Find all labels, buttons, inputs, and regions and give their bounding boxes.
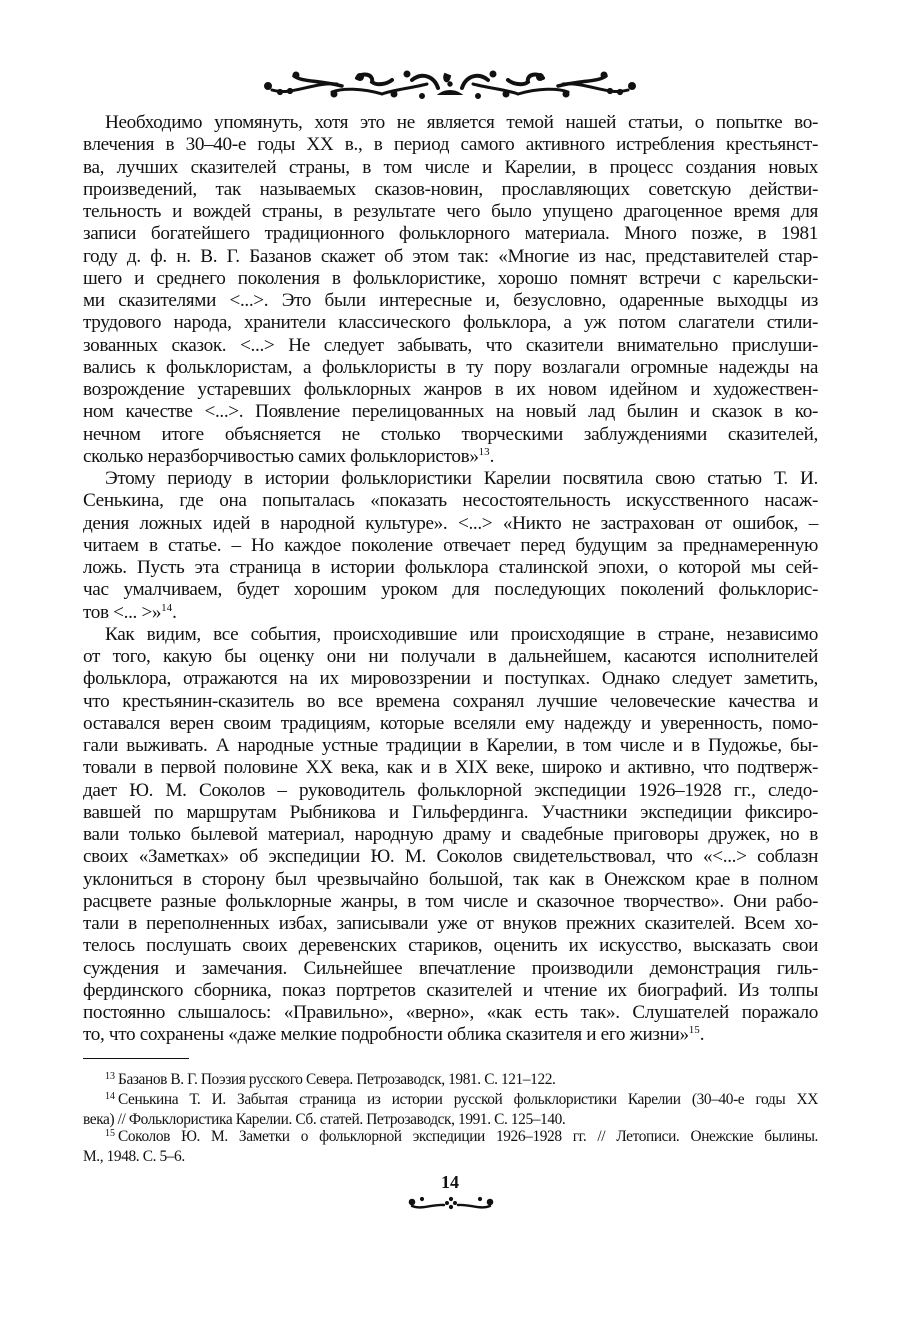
text-line: дает Ю. М. Соколов – руководитель фольклорной экспедиции 1926–1928 гг., следо- [83,779,818,801]
text-line: трудового народа, хранители классического фольклора, а уж потом слагатели стили- [83,312,818,334]
text-line: уклониться в сторону был чрезвычайно большой, так как в Онежском крае в полном [83,868,818,890]
text-line: ном качестве <...>. Появление перелицованных на новый лад былин и сказок в ко- [83,401,818,423]
footnote-text: М., 1948. С. 5–6. [83,1148,185,1166]
footnote-text: века) // Фольклористика Карелии. Сб. статей. Петрозаводск, 1991. С. 125–140. [83,1110,566,1128]
footnote-text: Соколов Ю. М. Заметки о фольклорной экспедиции 1926–1928 гг. // Летописи. Онежские былины. [118,1128,818,1146]
paragraph-3 [83,624,818,1047]
paragraph-2 [83,468,818,624]
text-line-last [83,446,818,468]
text-line-last [83,602,818,624]
trailing-period: . [699,1024,705,1046]
footnote-separator-rule [83,1058,189,1059]
text-line: тельность и вождей страны, в результате чего было упущено драгоценное время для [83,201,818,222]
text-line: то, что сохранены «даже мелкие подробности облика сказителя и его жизни» [83,1024,689,1046]
text-line: Этому периоду в истории фольклористики Карелии посвятила свою статью Т. И. [105,468,818,489]
text-line: час умалчиваем, будет хорошим уроком для последующих поколений фольклорис- [83,579,818,601]
text-line: от того, какую бы оценку они ни получали в дальнейшем, касаются исполнителей [83,646,818,667]
footnote-ref-15[interactable]: 15 [688,1024,700,1037]
text-line: фольклора, отражаются на их мировоззрении и поступках. Однако следует заметить, [83,668,818,690]
trailing-period: . [489,445,495,467]
top-flourish-ornament-icon [262,64,638,100]
text-line: тали в переполненных избах, записывали уже от внуков прежних сказителей. Всем хо- [83,913,818,934]
text-line: зованных сказок. <...> Не следует забывать, что сказители внимательно прислуши- [83,334,818,356]
footnote-text: Сенькина Т. И. Забытая страница из истории русской фольклористики Карелии (30–40-е годы XX [118,1090,818,1108]
text-line: ва, лучших сказителей страны, в том числе и Карелии, в процесс создания новых [83,156,818,178]
text-line: постоянно слышалось: «Правильно», «верно», «как есть так». Слушателей поражало [83,1002,818,1023]
text-line: сколько неразборчивостью самих фольклористов» [83,445,479,467]
text-line: произведений, так называемых сказов-новин, прославляющих советскую действи- [83,178,818,200]
text-line: читаем в статье. – Но каждое поколение отвечает перед будущим за преднамеренную [83,534,818,556]
text-line: возрождение устаревших фольклорных жанров в их новом идейном и художествен- [83,379,818,400]
footnote-13 [83,1071,818,1091]
text-line: влечения в 30–40-е годы XX в., в период самого активного истребления крестьянст- [83,134,818,156]
text-line: шего и среднего поколения в фольклористике, хорошо помнят встречи с карельски- [83,267,818,289]
text-line: телось послушать своих деревенских стариков, оценить их искусство, высказать свои [83,935,818,957]
text-line: суждения и замечания. Сильнейшее впечатление производили демонстрация гиль- [83,957,818,979]
text-line: Сенькина, где она попыталась «показать несостоятельность искусственного насаж- [83,490,818,512]
page-number: 14 [441,1172,459,1192]
paragraph-1 [83,112,818,468]
footnote-15 [83,1128,818,1148]
text-line: ми сказителями <...>. Это были интересные и, безусловно, одаренные выходцы из [83,290,818,311]
text-line: записи богатейшего традиционного фольклорного материала. Много позже, в 1981 [83,223,818,245]
footnote-14 [83,1091,818,1111]
trailing-period: . [172,601,177,623]
text-line: вались к фольклористам, а фольклористы в ту пору возлагали огромные надежды на [83,356,818,378]
footnote-number: 13 [105,1071,115,1082]
text-line: гали выживать. А народные устные традиции в Карелии, в том числе и в Пудожье, бы- [83,735,818,756]
text-line: что крестьянин-сказитель во все времена сохранял лучшие человеческие качества и [83,690,818,712]
text-line: тов <... >» [83,601,162,623]
text-line: расцвете разные фольклорные жанры, в том числе и сказочное творчество». Они рабо- [83,890,818,912]
text-line: дения ложных идей в народной культуре». <...> «Никто не застрахован от ошибок, – [83,512,818,534]
text-line-last [83,1024,818,1046]
text-line: Как видим, все события, происходившие или происходящие в стране, независимо [105,623,818,645]
bottom-flourish-ornament-icon [408,1194,494,1212]
main-text [83,112,818,1047]
footnote-number: 14 [105,1090,115,1102]
text-line: фердинского сборника, показ портретов сказителей и чтение их биографий. Из толпы [83,979,818,1001]
footnote-text: Базанов В. Г. Поэзия русского Севера. Петрозаводск, 1981. С. 121–122. [118,1071,556,1088]
text-line: Необходимо упомянуть, хотя это не является темой нашей статьи, о попытке во- [105,112,818,133]
text-line: оставался верен своим традициям, которые вселяли ему надежду и уверенность, помо- [83,712,818,734]
text-line: вали только былевой материал, народную драму и свадебные приговоры дружек, но в [83,824,818,845]
footnote-ref-13[interactable]: 13 [478,445,490,458]
text-line: вавшей по маршрутам Рыбникова и Гильфердинга. Участники экспедиции фиксиро- [83,801,818,823]
text-line: нечном итоге объясняется не столько творческими заблуждениями сказителей, [83,423,818,445]
footnote-ref-14[interactable]: 14 [161,601,173,614]
text-line: своих «Заметках» об экспедиции Ю. М. Соколов свидетельствовал, что «<...> соблазн [83,846,818,868]
footnote-number: 15 [105,1128,115,1140]
text-line: товали в первой половине XX века, как и в XIX веке, широко и активно, что подтверж- [83,757,818,779]
text-line: году д. ф. н. В. Г. Базанов скажет об этом так: «Многие из нас, представителей стар- [83,245,818,267]
text-line: ложь. Пусть эта страница в истории фольклора сталинской эпохи, о которой мы сей- [83,557,818,578]
footnotes [83,1071,818,1166]
